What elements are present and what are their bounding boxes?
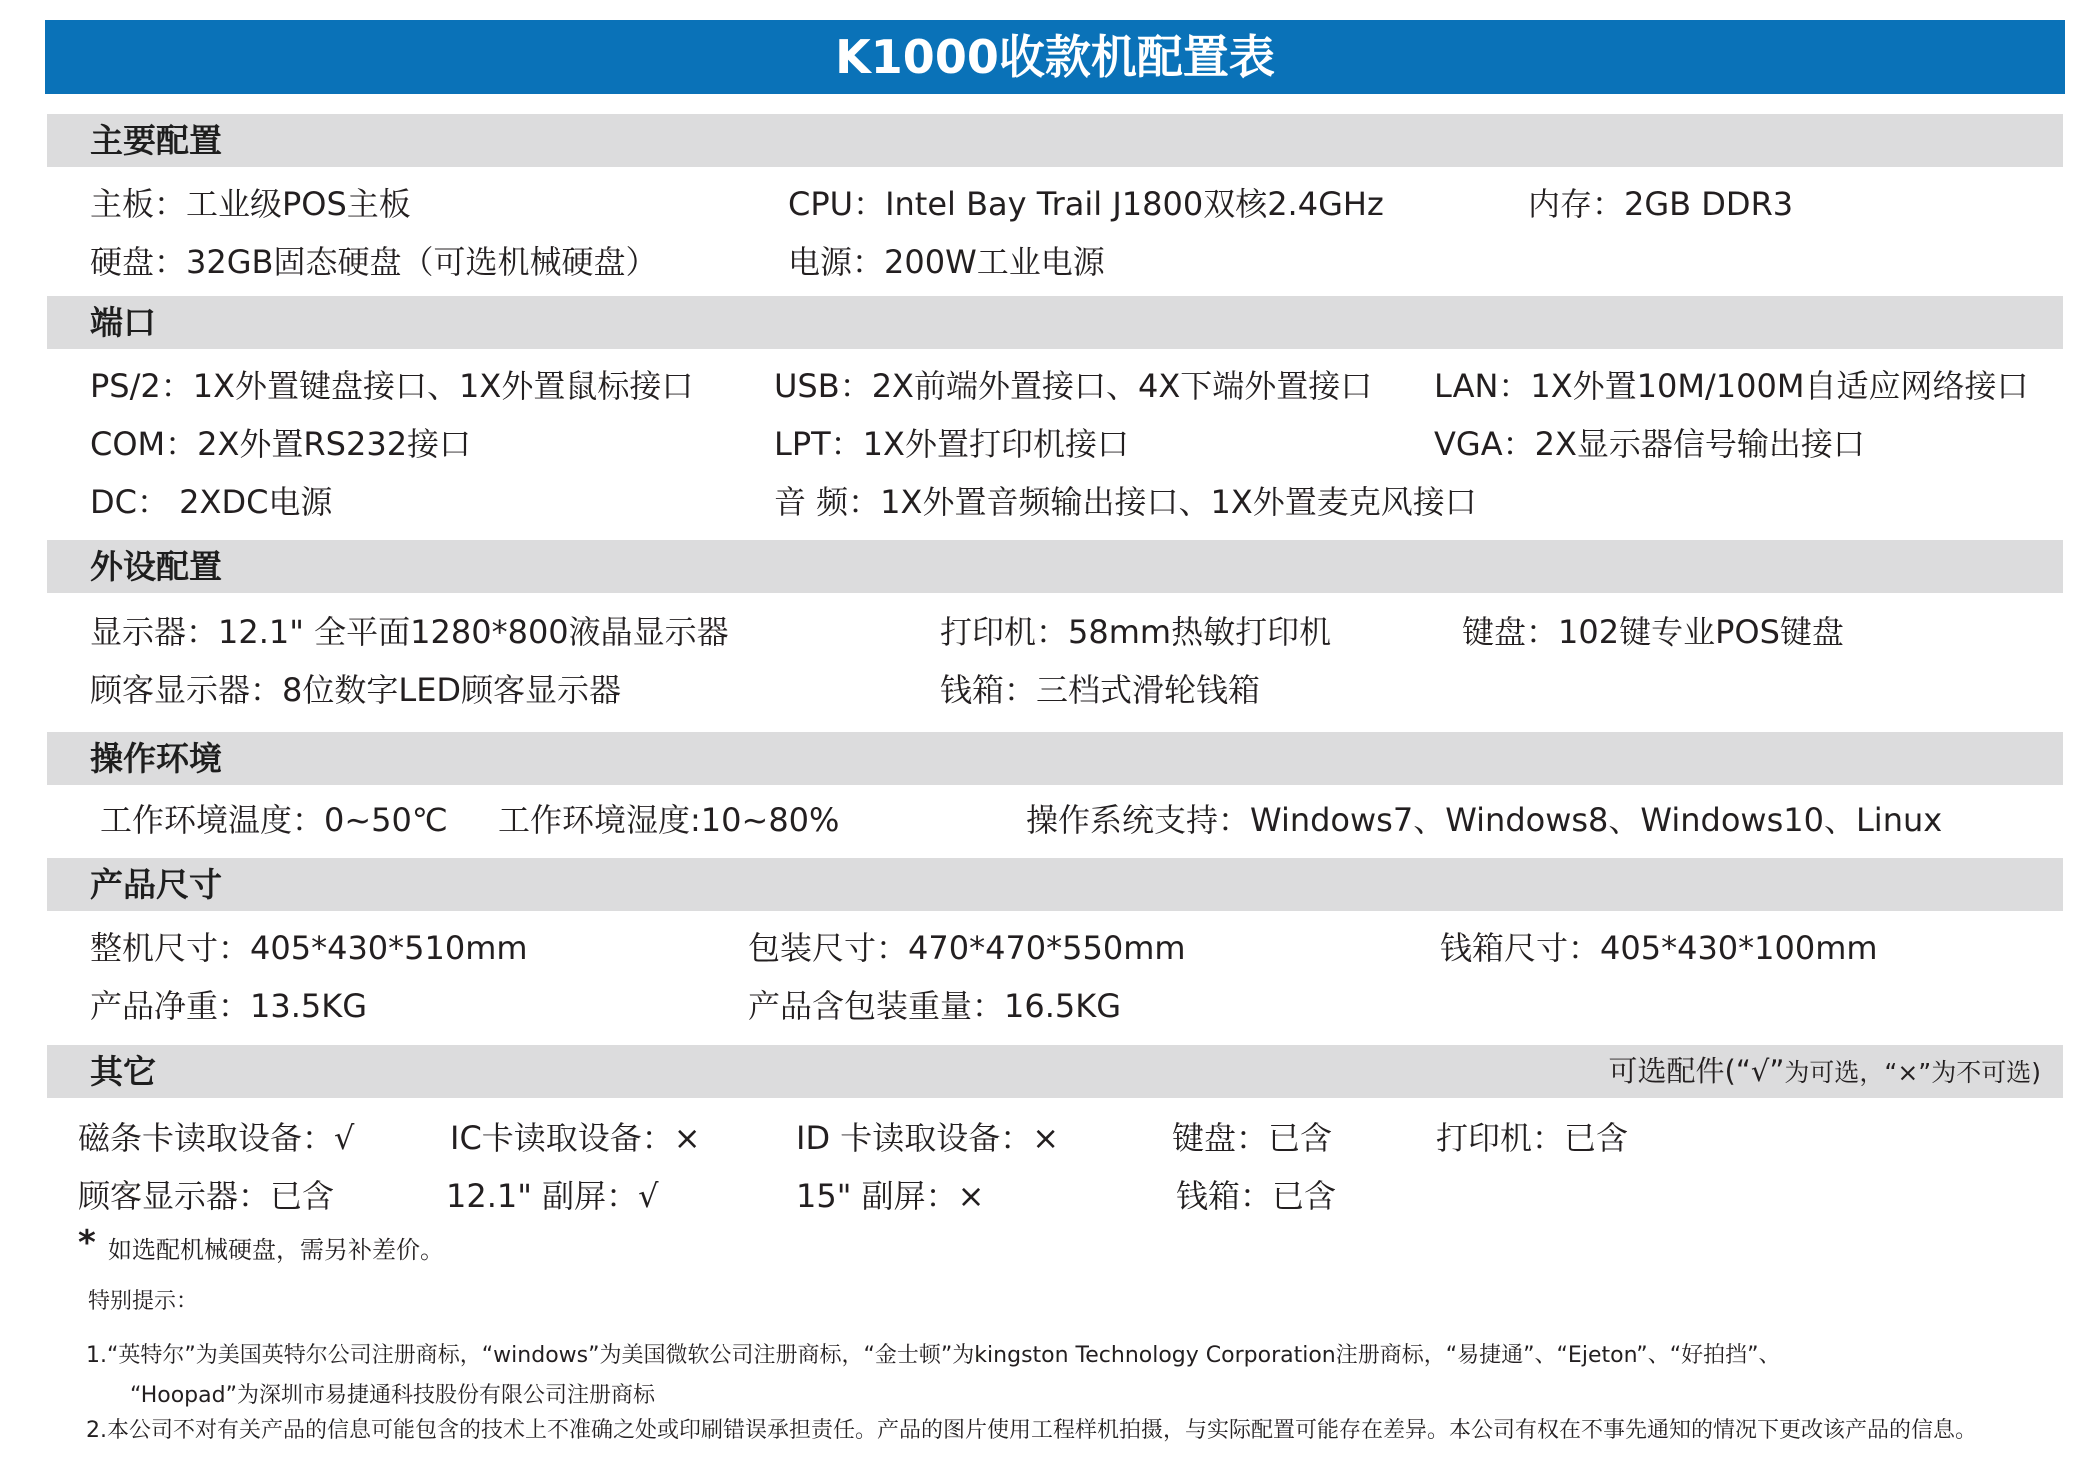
spec-keyboard-included: 键盘：已含	[1172, 1119, 1333, 1157]
notice-line-1: 1.“英特尔”为美国英特尔公司注册商标，“windows”为美国微软公司注册商标，“金士顿”为kingston Technology Corporation注册商标，“易捷通”、“Ejeton”、“好拍挡”、	[86, 1343, 1781, 1368]
spec-id-reader: ID 卡读取设备：×	[796, 1119, 1060, 1157]
spec-gross-weight: 产品含包装重量：16.5KG	[748, 987, 1122, 1025]
spec-mainboard: 主板：工业级POS主板	[90, 185, 411, 223]
legend-prefix: 可选配件(“√”	[1608, 1054, 1785, 1088]
spec-customer-display-included: 顾客显示器：已含	[78, 1177, 335, 1215]
section-header-environment	[47, 732, 2063, 785]
spec-keyboard: 键盘：102键专业POS键盘	[1462, 613, 1844, 651]
spec-humidity: 工作环境湿度:10~80%	[498, 801, 840, 839]
notice-line-2: 2.本公司不对有关产品的信息可能包含的技术上不准确之处或印刷错误承担责任。产品的图片使用工程样机拍摄，与实际配置可能存在差异。本公司有权在不事先通知的情况下更改该产品的信息。	[86, 1418, 1977, 1443]
asterisk-marker: *	[78, 1223, 96, 1263]
legend-suffix: 为不可选)	[1931, 1058, 2041, 1087]
section-title: 其它	[90, 1052, 156, 1091]
spec-printer-included: 打印机：已含	[1436, 1119, 1629, 1157]
spec-display: 显示器：12.1" 全平面1280*800液晶显示器	[90, 613, 729, 651]
section-title: 端口	[90, 303, 156, 342]
section-title: 产品尺寸	[90, 865, 222, 904]
spec-lpt: LPT：1X外置打印机接口	[774, 425, 1129, 463]
spec-cpu: CPU：Intel Bay Trail J1800双核2.4GHz	[788, 185, 1384, 223]
spec-hdd: 硬盘：32GB固态硬盘（可选机械硬盘）	[90, 243, 658, 281]
spec-audio: 音 频：1X外置音频输出接口、1X外置麦克风接口	[774, 483, 1477, 521]
spec-printer: 打印机：58mm热敏打印机	[940, 613, 1332, 651]
hdd-note: 如选配机械硬盘，需另补差价。	[108, 1236, 444, 1264]
section-header-size	[47, 858, 2063, 911]
spec-msr: 磁条卡读取设备：√	[78, 1119, 355, 1157]
spec-memory: 内存：2GB DDR3	[1528, 185, 1794, 223]
spec-secondary-screen-15: 15" 副屏：×	[796, 1177, 985, 1215]
section-header-main	[47, 114, 2063, 167]
spec-vga: VGA：2X显示器信号输出接口	[1434, 425, 1865, 463]
spec-temperature: 工作环境温度：0~50℃	[100, 801, 448, 839]
spec-secondary-screen-12: 12.1" 副屏：√	[446, 1177, 659, 1215]
spec-cash-drawer-included: 钱箱：已含	[1176, 1177, 1337, 1215]
spec-usb: USB：2X前端外置接口、4X下端外置接口	[774, 367, 1373, 405]
special-notice-heading: 特别提示：	[88, 1289, 199, 1314]
section-title: 操作环境	[90, 739, 222, 778]
spec-dc: DC： 2XDC电源	[90, 483, 333, 521]
spec-ic-reader: IC卡读取设备：×	[450, 1119, 701, 1157]
spec-drawer-size: 钱箱尺寸：405*430*100mm	[1440, 929, 1878, 967]
spec-os: 操作系统支持：Windows7、Windows8、Windows10、Linux	[1026, 801, 1943, 839]
section-header-ports	[47, 296, 2063, 349]
section-header-peripherals	[47, 540, 2063, 593]
spec-ps2: PS/2：1X外置键盘接口、1X外置鼠标接口	[90, 367, 694, 405]
spec-customer-display: 顾客显示器：8位数字LED顾客显示器	[90, 671, 622, 709]
optional-accessories-legend	[1609, 1045, 2041, 1099]
section-title: 主要配置	[90, 121, 222, 160]
spec-power: 电源：200W工业电源	[788, 243, 1105, 281]
spec-lan: LAN：1X外置10M/100M自适应网络接口	[1434, 367, 2029, 405]
spec-cash-drawer: 钱箱：三档式滑轮钱箱	[940, 671, 1261, 709]
spec-package-size: 包装尺寸：470*470*550mm	[748, 929, 1186, 967]
section-header-other	[47, 1045, 2063, 1098]
page-title: K1000收款机配置表	[45, 20, 2065, 94]
spec-net-weight: 产品净重：13.5KG	[90, 987, 368, 1025]
notice-line-1-cont: “Hoopad”为深圳市易捷通科技股份有限公司注册商标	[130, 1383, 655, 1408]
spec-unit-size: 整机尺寸：405*430*510mm	[90, 929, 528, 967]
section-title: 外设配置	[90, 547, 222, 586]
legend-mid: 为可选，“×”	[1784, 1058, 1932, 1087]
spec-com: COM：2X外置RS232接口	[90, 425, 472, 463]
